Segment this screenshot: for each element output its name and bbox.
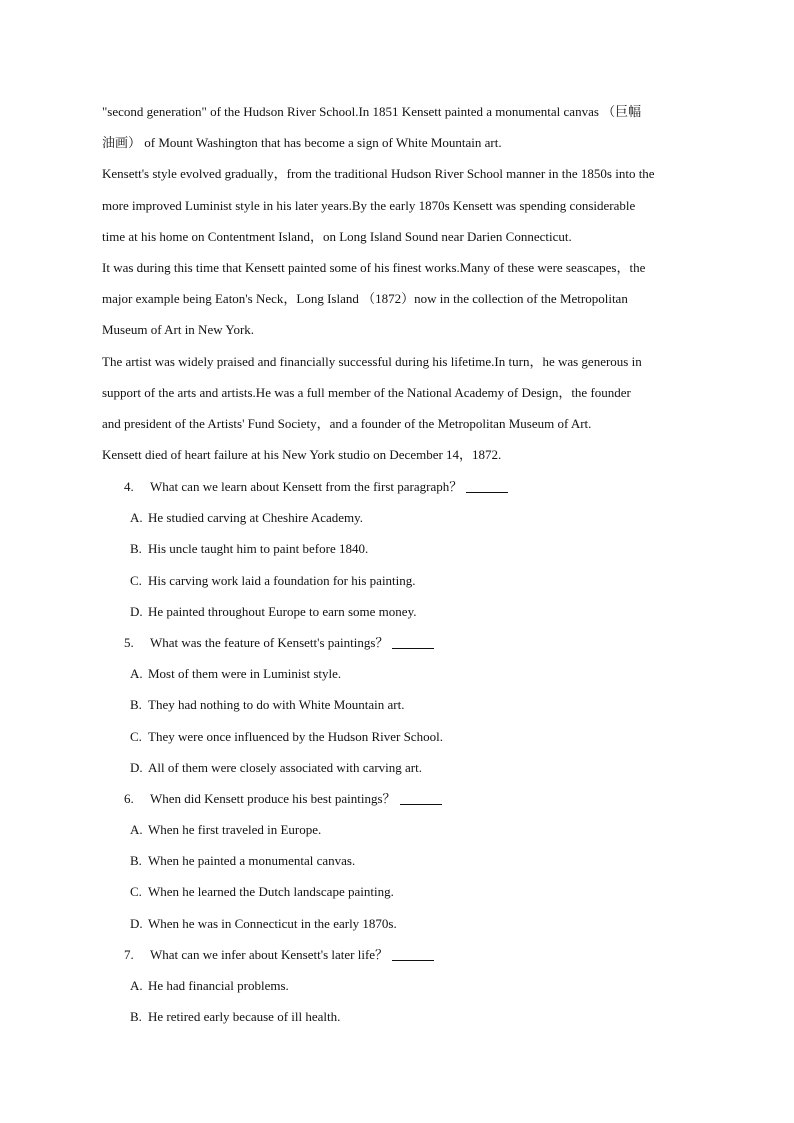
option-text: When he learned the Dutch landscape painting. — [148, 884, 394, 900]
option-c — [124, 569, 704, 600]
question-number: 5. — [124, 634, 134, 650]
question-7 — [124, 943, 704, 974]
option-text: They were once influenced by the Hudson River School. — [148, 728, 443, 744]
question-number: 4. — [124, 479, 134, 494]
question-number: 7. — [124, 946, 134, 962]
question-4 — [124, 475, 704, 506]
option-text: When he first traveled in Europe. — [148, 822, 322, 838]
passage-line: support of the arts and artists.He was a full member of the National Academy of Design，the founder — [102, 384, 631, 400]
option-text: They had nothing to do with White Mountain art. — [148, 697, 405, 713]
passage-line: more improved Luminist style in his later years.By the early 1870s Kensett was spending considerable — [102, 197, 636, 213]
option-letter: A. — [130, 978, 143, 993]
option-letter: A. — [130, 666, 143, 682]
passage-line: and president of the Artists' Fund Society，and a founder of the Metropolitan Museum of Art. — [102, 415, 592, 431]
option-text: When he was in Connecticut in the early 1870s. — [148, 915, 397, 931]
passage-line: time at his home on Contentment Island，on Long Island Sound near Darien Connecticut. — [102, 228, 572, 244]
question-text: What can we learn about Kensett from the first paragraph？ — [150, 479, 463, 494]
passage-line: Kensett died of heart failure at his New York studio on December 14，1872. — [102, 447, 502, 463]
question-number: 6. — [124, 790, 134, 806]
option-d — [124, 756, 704, 787]
option-text: He had financial problems. — [148, 978, 289, 993]
option-a — [124, 818, 704, 849]
option-c — [124, 880, 704, 911]
option-c — [124, 725, 704, 756]
question-list — [124, 475, 704, 1036]
option-letter: B. — [130, 697, 142, 713]
option-text: He painted throughout Europe to earn some money. — [148, 603, 417, 619]
option-text: His uncle taught him to paint before 1840. — [148, 541, 369, 557]
passage-line: Museum of Art in New York. — [102, 322, 255, 338]
option-b — [124, 849, 704, 880]
option-b — [124, 693, 704, 724]
option-letter: B. — [130, 853, 142, 869]
answer-blank[interactable] — [466, 478, 508, 493]
option-d — [124, 600, 704, 631]
passage-line: It was during this time that Kensett painted some of his finest works.Many of these were seascapes，the — [102, 259, 646, 275]
option-d — [124, 912, 704, 943]
option-letter: B. — [130, 541, 142, 557]
option-letter: B. — [130, 1009, 142, 1025]
option-a — [124, 662, 704, 693]
answer-blank[interactable] — [392, 634, 434, 649]
question-text: What can we infer about Kensett's later life？ — [150, 946, 389, 962]
option-text: He studied carving at Cheshire Academy. — [148, 510, 364, 526]
answer-blank[interactable] — [392, 946, 434, 961]
option-letter: A. — [130, 822, 143, 838]
question-text: What was the feature of Kensett's paintings？ — [150, 634, 389, 650]
option-text: He retired early because of ill health. — [148, 1009, 341, 1025]
passage-line: "second generation" of the Hudson River School.In 1851 Kensett painted a monumental canvas （巨幅 — [102, 104, 642, 119]
option-a — [124, 506, 704, 537]
passage-line: 油画） of Mount Washington that has become a sign of White Mountain art. — [102, 135, 502, 151]
option-letter: D. — [130, 603, 143, 619]
option-text: His carving work laid a foundation for his painting. — [148, 572, 416, 588]
option-text: Most of them were in Luminist style. — [148, 666, 342, 682]
option-text: All of them were closely associated with carving art. — [148, 759, 422, 775]
option-letter: C. — [130, 728, 142, 744]
option-letter: D. — [130, 759, 143, 775]
option-a — [124, 974, 704, 1005]
question-text: When did Kensett produce his best paintings？ — [150, 790, 396, 806]
question-6 — [124, 787, 704, 818]
option-b — [124, 537, 704, 568]
option-letter: C. — [130, 884, 142, 900]
question-5 — [124, 631, 704, 662]
option-b — [124, 1005, 704, 1036]
option-text: When he painted a monumental canvas. — [148, 853, 356, 869]
option-letter: C. — [130, 572, 142, 588]
option-letter: D. — [130, 915, 143, 931]
answer-blank[interactable] — [400, 790, 442, 805]
option-letter: A. — [130, 510, 143, 526]
passage-line: The artist was widely praised and financially successful during his lifetime.In turn，he was generous in — [102, 353, 642, 369]
passage-line: Kensett's style evolved gradually，from the traditional Hudson River School manner in the 1850s into the — [102, 166, 655, 182]
passage-line: major example being Eaton's Neck，Long Island （1872）now in the collection of the Metropolitan — [102, 291, 628, 307]
reading-passage — [102, 100, 702, 474]
